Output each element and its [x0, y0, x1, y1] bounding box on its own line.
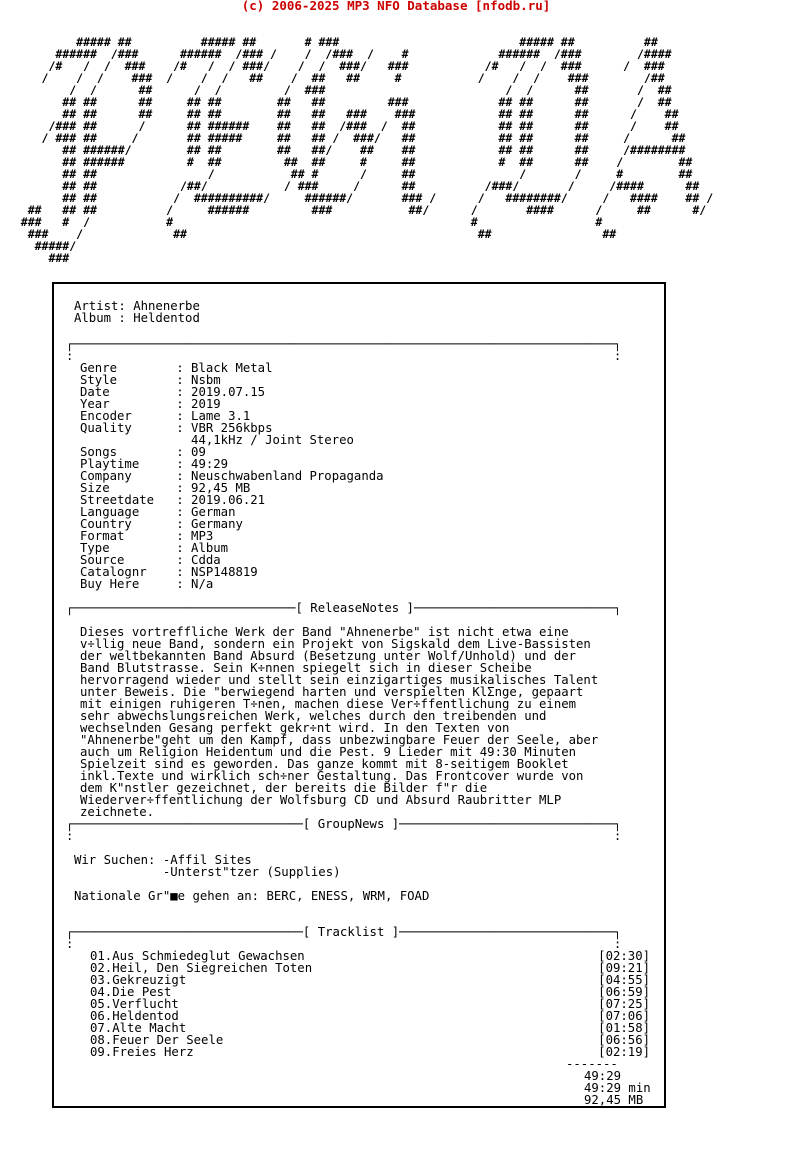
track-time: [07:06] [598, 1009, 650, 1023]
releasenotes-line: Band Blutstrasse. Sein K÷nnen spiegelt sich in dieser Scheibe [80, 661, 532, 675]
info-line: Year : 2019 [80, 397, 221, 411]
track-time: [09:21] [598, 961, 650, 975]
releasenotes-line: "Ahnenerbe"geht um den Kampf, dass unbezwingbare Feuer der Seele, aber [80, 733, 599, 747]
info-line: 44,1kHz / Joint Stereo [80, 433, 354, 447]
total-rule: ------- [566, 1057, 618, 1071]
releasenotes-line: Wiederver÷ffentlichung der Wolfsburg CD und Absurd Raubritter MLP [80, 793, 562, 807]
info-line: Format : MP3 [80, 529, 214, 543]
track-name: 04.Die Pest [90, 985, 172, 999]
releasenotes-line: unter Beweis. Die "berwiegend harten und verspielten KlΣnge, gepaart [80, 685, 584, 699]
total-min: 49:29 min [584, 1081, 651, 1095]
releasenotes-line: hervorragend wieder und stellt sein einzigartiges musikalisches Talent [80, 673, 599, 687]
groupnews-side: : : [66, 829, 622, 843]
track-time: [01:58] [598, 1021, 650, 1035]
releasenotes-line: Dieses vortreffliche Werk der Band "Ahnenerbe" ist nicht etwa eine [80, 625, 569, 639]
info-line: Catalognr : NSP148819 [80, 565, 258, 579]
track-name: 02.Heil, Den Siegreichen Toten [90, 961, 313, 975]
artist-line: Artist: Ahnenerbe [74, 299, 200, 313]
releasenotes-line: mit einigen ruhigeren T÷nen, machen diese Ver÷ffentlichung zu einem [80, 697, 577, 711]
ascii-art-logo: ##### ## ##### ## # ### ##### ## ## ###### /### ###### /### / / /### / # ###### /### /#### /# / / ### /# / / ###/ / / ###/ ### /# / / ### / ### / / / ### / / / ## / ## ## # / / / ### /## / / ## / / / ### / / ## / ## ## ## ## ## ## ## ## ### ## ## ## / ## ## ## ## ## ## ## ## ### ### ## ## ## / ## /### ## / ## ###### ## ## /### / ## ## ## ## / ## / ### ## / ## ##### ## ## / ###/ ## ## ## ## / ## ## ######/ ## ## ## ##/ ## ## ## ## ## /######## ## ###### # ## ## ## # ## # ## ## / ## ## ## / ## # / ## / / # ## ## ## /##/ / ### / ## /###/ / /#### ## ## ## / ##########/ ######/ ### / / ########/ / #### ## / ## ## ## / ###### ### ##/ / #### / ## #/ ### # / # # # ### / ## ## ## #####/ ### [20, 35, 714, 265]
info-line: Language : German [80, 505, 236, 519]
groupnews-line: Nationale Gr"■e gehen an: BERC, ENESS, WRM, FOAD [74, 889, 430, 903]
releasenotes-line: auch um Religion Heidentum und die Pest. 9 Lieder mit 49:30 Minuten [80, 745, 577, 759]
groupnews-line: Wir Suchen: -Affil Sites [74, 853, 252, 867]
info-line: Playtime : 49:29 [80, 457, 229, 471]
site-header: (c) 2006-2025 MP3 NFO Database [nfodb.ru] [241, 0, 551, 13]
track-time: [02:30] [598, 949, 650, 963]
track-name: 06.Heldentod [90, 1009, 179, 1023]
track-time: [02:19] [598, 1045, 650, 1059]
releasenotes-line: wechselnden Gesang perfekt gekr÷nt wird. In den Texten von [80, 721, 510, 735]
track-time: [04:55] [598, 973, 650, 987]
total-time: 49:29 [584, 1069, 622, 1083]
track-row [90, 974, 650, 986]
track-time: [06:56] [598, 1033, 650, 1047]
track-name: 07.Alte Macht [90, 1021, 187, 1035]
releasenotes-line: sehr abwechslungsreichen Werk, welches durch den treibenden und [80, 709, 547, 723]
info-line: Quality : VBR 256kbps [80, 421, 273, 435]
groupnews-rule: ┌───────────────────────────────[ GroupNews ]─────────────────────────────┐ [66, 817, 622, 831]
releasenotes-line: inkl.Texte und wirklich sch÷ner Gestaltung. Das Frontcover wurde von [80, 769, 584, 783]
releasenotes-line: zeichnete. [80, 805, 155, 819]
tracklist-side: : : [66, 937, 622, 951]
info-line: Genre : Black Metal [80, 361, 273, 375]
track-name: 03.Gekreuzigt [90, 973, 187, 987]
tracklist-rule: ┌───────────────────────────────[ Tracklist ]─────────────────────────────┐ [66, 925, 622, 939]
track-name: 09.Freies Herz [90, 1045, 194, 1059]
info-line: Encoder : Lame 3.1 [80, 409, 251, 423]
album-line: Album : Heldentod [74, 311, 200, 325]
track-name: 05.Verflucht [90, 997, 179, 1011]
info-line: Date : 2019.07.15 [80, 385, 266, 399]
info-rule-top: ┌─────────────────────────────────────────────────────────────────────────┐ [66, 337, 622, 351]
info-line: Buy Here : N/a [80, 577, 214, 591]
track-time: [06:59] [598, 985, 650, 999]
releasenotes-line: v÷llig neue Band, sondern ein Projekt von Sigskald dem Live-Bassisten [80, 637, 591, 651]
info-line: Songs : 09 [80, 445, 206, 459]
nfo-box [52, 282, 666, 1108]
info-line: Source : Cdda [80, 553, 221, 567]
track-time: [07:25] [598, 997, 650, 1011]
groupnews-line: -Unterst"tzer (Supplies) [74, 865, 341, 879]
releasenotes-line: der weltbekannten Band Absurd (Besetzung unter Wolf/Unhold) und der [80, 649, 577, 663]
info-line: Company : Neuschwabenland Propaganda [80, 469, 384, 483]
releasenotes-rule: ┌──────────────────────────────[ ReleaseNotes ]───────────────────────────┐ [66, 601, 622, 615]
total-size: 92,45 MB [584, 1093, 644, 1107]
track-name: 01.Aus Schmiedeglut Gewachsen [90, 949, 305, 963]
track-name: 08.Feuer Der Seele [90, 1033, 224, 1047]
info-line: Country : Germany [80, 517, 243, 531]
info-line: Streetdate : 2019.06.21 [80, 493, 266, 507]
info-line: Type : Album [80, 541, 229, 555]
info-side: : : [66, 349, 622, 363]
releasenotes-line: dem K"nstler gezeichnet, der bereits die Bilder f"r die [80, 781, 488, 795]
releasenotes-line: Spielzeit sind es geworden. Das ganze kommt mit 8-seitigem Booklet [80, 757, 569, 771]
info-line: Size : 92,45 MB [80, 481, 251, 495]
info-line: Style : Nsbm [80, 373, 221, 387]
